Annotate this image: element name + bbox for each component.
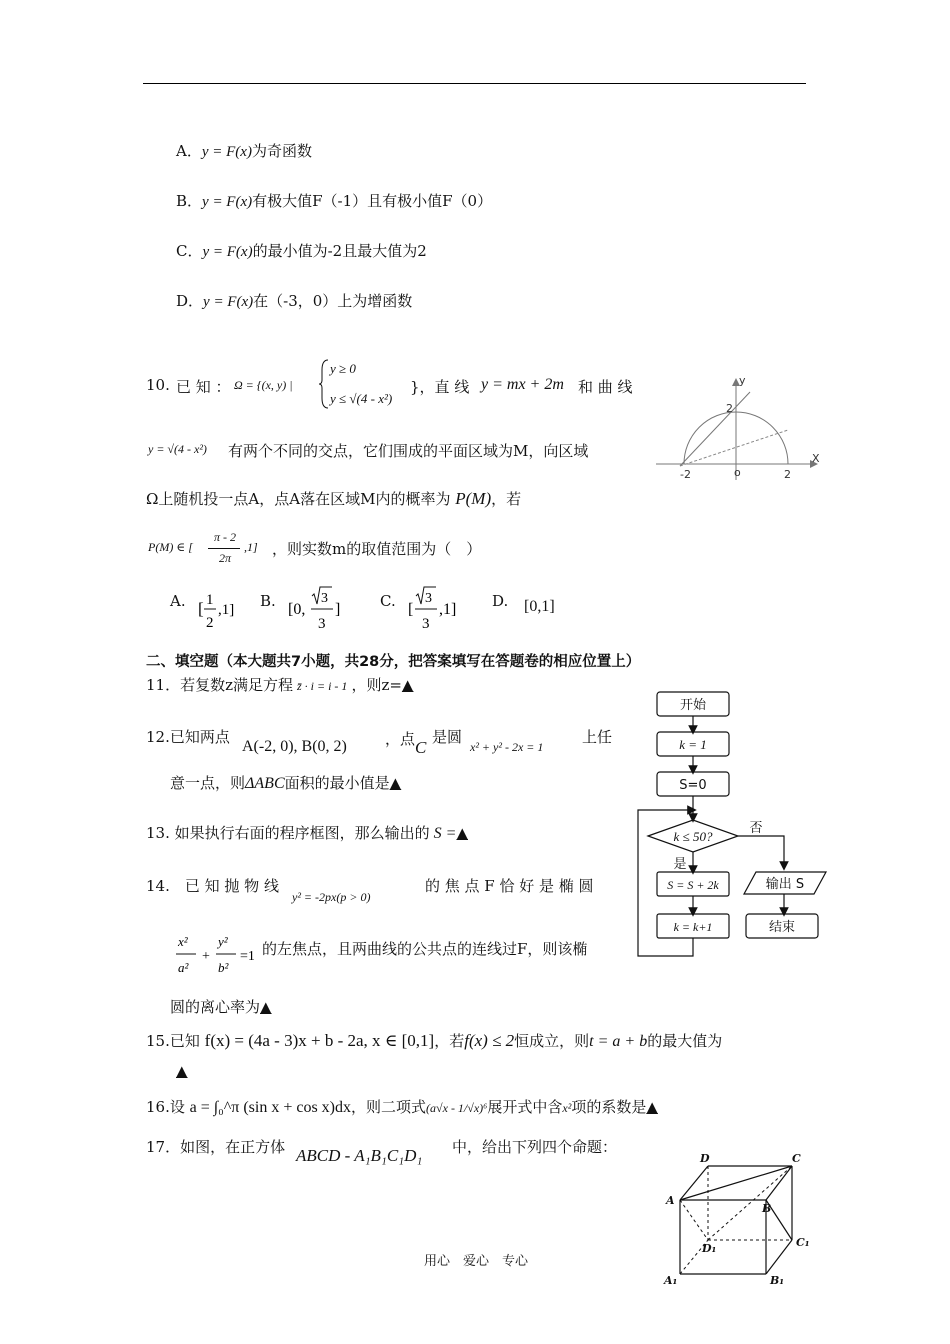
svg-text:S=0: S=0 (679, 778, 707, 793)
svg-text:输出 S: 输出 S (765, 877, 805, 892)
q17-tail: 中，给出下列四个命题： (452, 1138, 618, 1156)
q12-c: C (415, 738, 427, 757)
q10-curve: y = √(4 - x²) (148, 442, 207, 456)
header-rule (143, 83, 806, 84)
q14-line2: 的左焦点，且两曲线的公共点的连线过F，则该椭 (262, 940, 588, 958)
answer-blank: ▲ (176, 1062, 188, 1080)
q10-choice-a-label: A. (170, 592, 186, 610)
svg-text:否: 否 (749, 821, 763, 836)
svg-text:o: o (734, 466, 741, 479)
q17-cube: ABCD - A₁B₁C₁D₁ (296, 1146, 423, 1165)
svg-text:A₁: A₁ (664, 1274, 678, 1287)
answer-blank: ▲ (456, 824, 468, 842)
answer-blank: ▲ (389, 774, 402, 792)
svg-text:2: 2 (784, 468, 791, 481)
answer-blank: ▲ (260, 998, 272, 1016)
q10-number: 10. (146, 376, 170, 394)
q10-cond2: y ≤ √(4 - x²) (330, 391, 393, 406)
q10-choice-d: [0,1] (524, 598, 555, 615)
svg-text:k = 1: k = 1 (679, 737, 707, 752)
svg-text:S = S + 2k: S = S + 2k (667, 878, 719, 892)
q10-frac-num: π - 2 (213, 530, 236, 544)
q14-line3: 圆的离心率为▲ (170, 998, 272, 1016)
q12-num: 12.已知两点 (146, 728, 230, 746)
svg-text:3: 3 (321, 591, 328, 606)
q10-lead: 已 知 ： (176, 378, 231, 396)
svg-text:k = k+1: k = k+1 (673, 920, 713, 934)
svg-text:[: [ (198, 599, 204, 618)
q10-choice-c-label: C. (380, 592, 396, 610)
line-steep (680, 392, 750, 466)
q11: 11．若复数z满足方程 z̄ · i = i - 1 ，则z=▲ (146, 676, 414, 694)
q10-close: }，直 线 (410, 378, 470, 396)
svg-text:D₁: D₁ (702, 1242, 717, 1255)
option-a: A．y = F(x)为奇函数 (176, 142, 312, 160)
q10-tail1: 和 曲 线 (578, 378, 633, 396)
q12-circ-lead: 是圆 (432, 728, 463, 746)
svg-text:开始: 开始 (679, 698, 707, 713)
svg-text:,1]: ,1] (439, 601, 457, 618)
q14-tail: 的 焦 点 F 恰 好 是 椭 圆 (425, 877, 594, 895)
svg-text:B: B (762, 1202, 772, 1215)
svg-text:-2: -2 (680, 468, 691, 481)
line-shallow (680, 430, 788, 466)
q10-choice-a (196, 584, 246, 634)
option-b: B．y = F(x)有极大值F（-1）且有极小值F（0） (176, 192, 493, 210)
answer-blank: ▲ (401, 676, 414, 694)
q12-tail: 上任 (582, 728, 613, 746)
q10-line4: ，则实数m的取值范围为（ ） (272, 540, 482, 558)
q14-num: 14. 已 知 抛 物 线 (146, 877, 279, 895)
q10-cond1: y ≥ 0 (330, 361, 356, 376)
q12-line2: 意一点，则ΔABC面积的最小值是▲ (170, 774, 402, 792)
q12-mid: ，点 (385, 730, 416, 748)
svg-text:k ≤ 50?: k ≤ 50? (673, 829, 713, 844)
svg-text:D: D (700, 1152, 710, 1165)
svg-text:,1]: ,1] (218, 602, 235, 618)
q10-frac-tail: ,1] (244, 540, 258, 554)
svg-text:=1: =1 (240, 949, 255, 964)
q10-line2: 有两个不同的交点，它们围成的平面区域为M，向区域 (228, 442, 589, 460)
q10-choice-d-label: D. (492, 592, 509, 610)
q10-frac-bar (208, 548, 240, 549)
q10-pm: P(M) ∈ [ (148, 540, 193, 554)
svg-text:+: + (202, 949, 210, 964)
q10-choice-c (406, 584, 470, 636)
svg-text:C₁: C₁ (796, 1236, 810, 1249)
svg-text:y: y (739, 374, 746, 387)
svg-text:3: 3 (422, 616, 430, 632)
q12-points: A(-2, 0), B(0, 2) (242, 738, 347, 755)
q12-circle: x² + y² - 2x = 1 (470, 740, 544, 754)
q15: 15.已知 f(x) = (4a - 3)x + b - 2a, x ∈ [0,1]，若f(x) ≤ 2恒成立，则t = a + b的最大值为 (146, 1031, 723, 1050)
section-heading: 二、填空题（本大题共7小题，共28分，把答案填写在答题卷的相应位置上） (146, 654, 641, 670)
svg-text:b²: b² (218, 960, 229, 975)
svg-text:3: 3 (425, 591, 432, 606)
q17-num: 17．如图，在正方体 (146, 1138, 286, 1156)
svg-text:[0,: [0, (288, 601, 306, 618)
q16: 16.设 a = ∫₀^π (sin x + cos x)dx，则二项式(a√x - 1/√x)⁶展开式中含x²项的系数是▲ (146, 1098, 658, 1116)
q10-set: Ω = {(x, y) | (234, 378, 293, 392)
option-d: D．y = F(x)在（-3，0）上为增函数 (176, 292, 413, 310)
q10-choice-b (286, 584, 350, 636)
q10-choice-b-label: B. (260, 592, 276, 610)
q13: 13. 如果执行右面的程序框图，那么输出的 S =▲ (146, 824, 468, 842)
svg-text:是: 是 (673, 857, 687, 872)
svg-text:1: 1 (206, 592, 214, 608)
svg-text:2: 2 (726, 402, 733, 415)
svg-text:]: ] (335, 601, 341, 618)
q10-frac-den: 2π (218, 551, 231, 565)
svg-text:3: 3 (318, 616, 326, 632)
q10-line-expr: y = mx + 2m (481, 376, 564, 393)
q14-ellipse (174, 930, 264, 982)
svg-text:A: A (666, 1194, 675, 1207)
cube-figure (660, 1152, 820, 1292)
svg-text:B₁: B₁ (770, 1274, 785, 1287)
q10-brace (318, 358, 330, 410)
flowchart (630, 686, 830, 966)
svg-text:C: C (792, 1152, 801, 1165)
page-footer: 用心 爱心 专心 (424, 1254, 529, 1269)
svg-text:a²: a² (178, 960, 189, 975)
svg-text:X: X (812, 452, 820, 465)
option-c: C．y = F(x)的最小值为-2且最大值为2 (176, 242, 427, 260)
svg-text:2: 2 (206, 615, 214, 631)
q10-graph (650, 370, 830, 490)
svg-text:[: [ (408, 601, 414, 618)
answer-blank: ▲ (646, 1098, 658, 1116)
svg-text:x²: x² (178, 934, 188, 949)
svg-text:结束: 结束 (768, 920, 796, 935)
svg-text:y²: y² (218, 934, 228, 949)
q14-parabola: y² = -2px(p > 0) (292, 890, 371, 904)
q10-line3: Ω上随机投一点A，点A落在区域M内的概率为 P(M)，若 (146, 489, 522, 508)
